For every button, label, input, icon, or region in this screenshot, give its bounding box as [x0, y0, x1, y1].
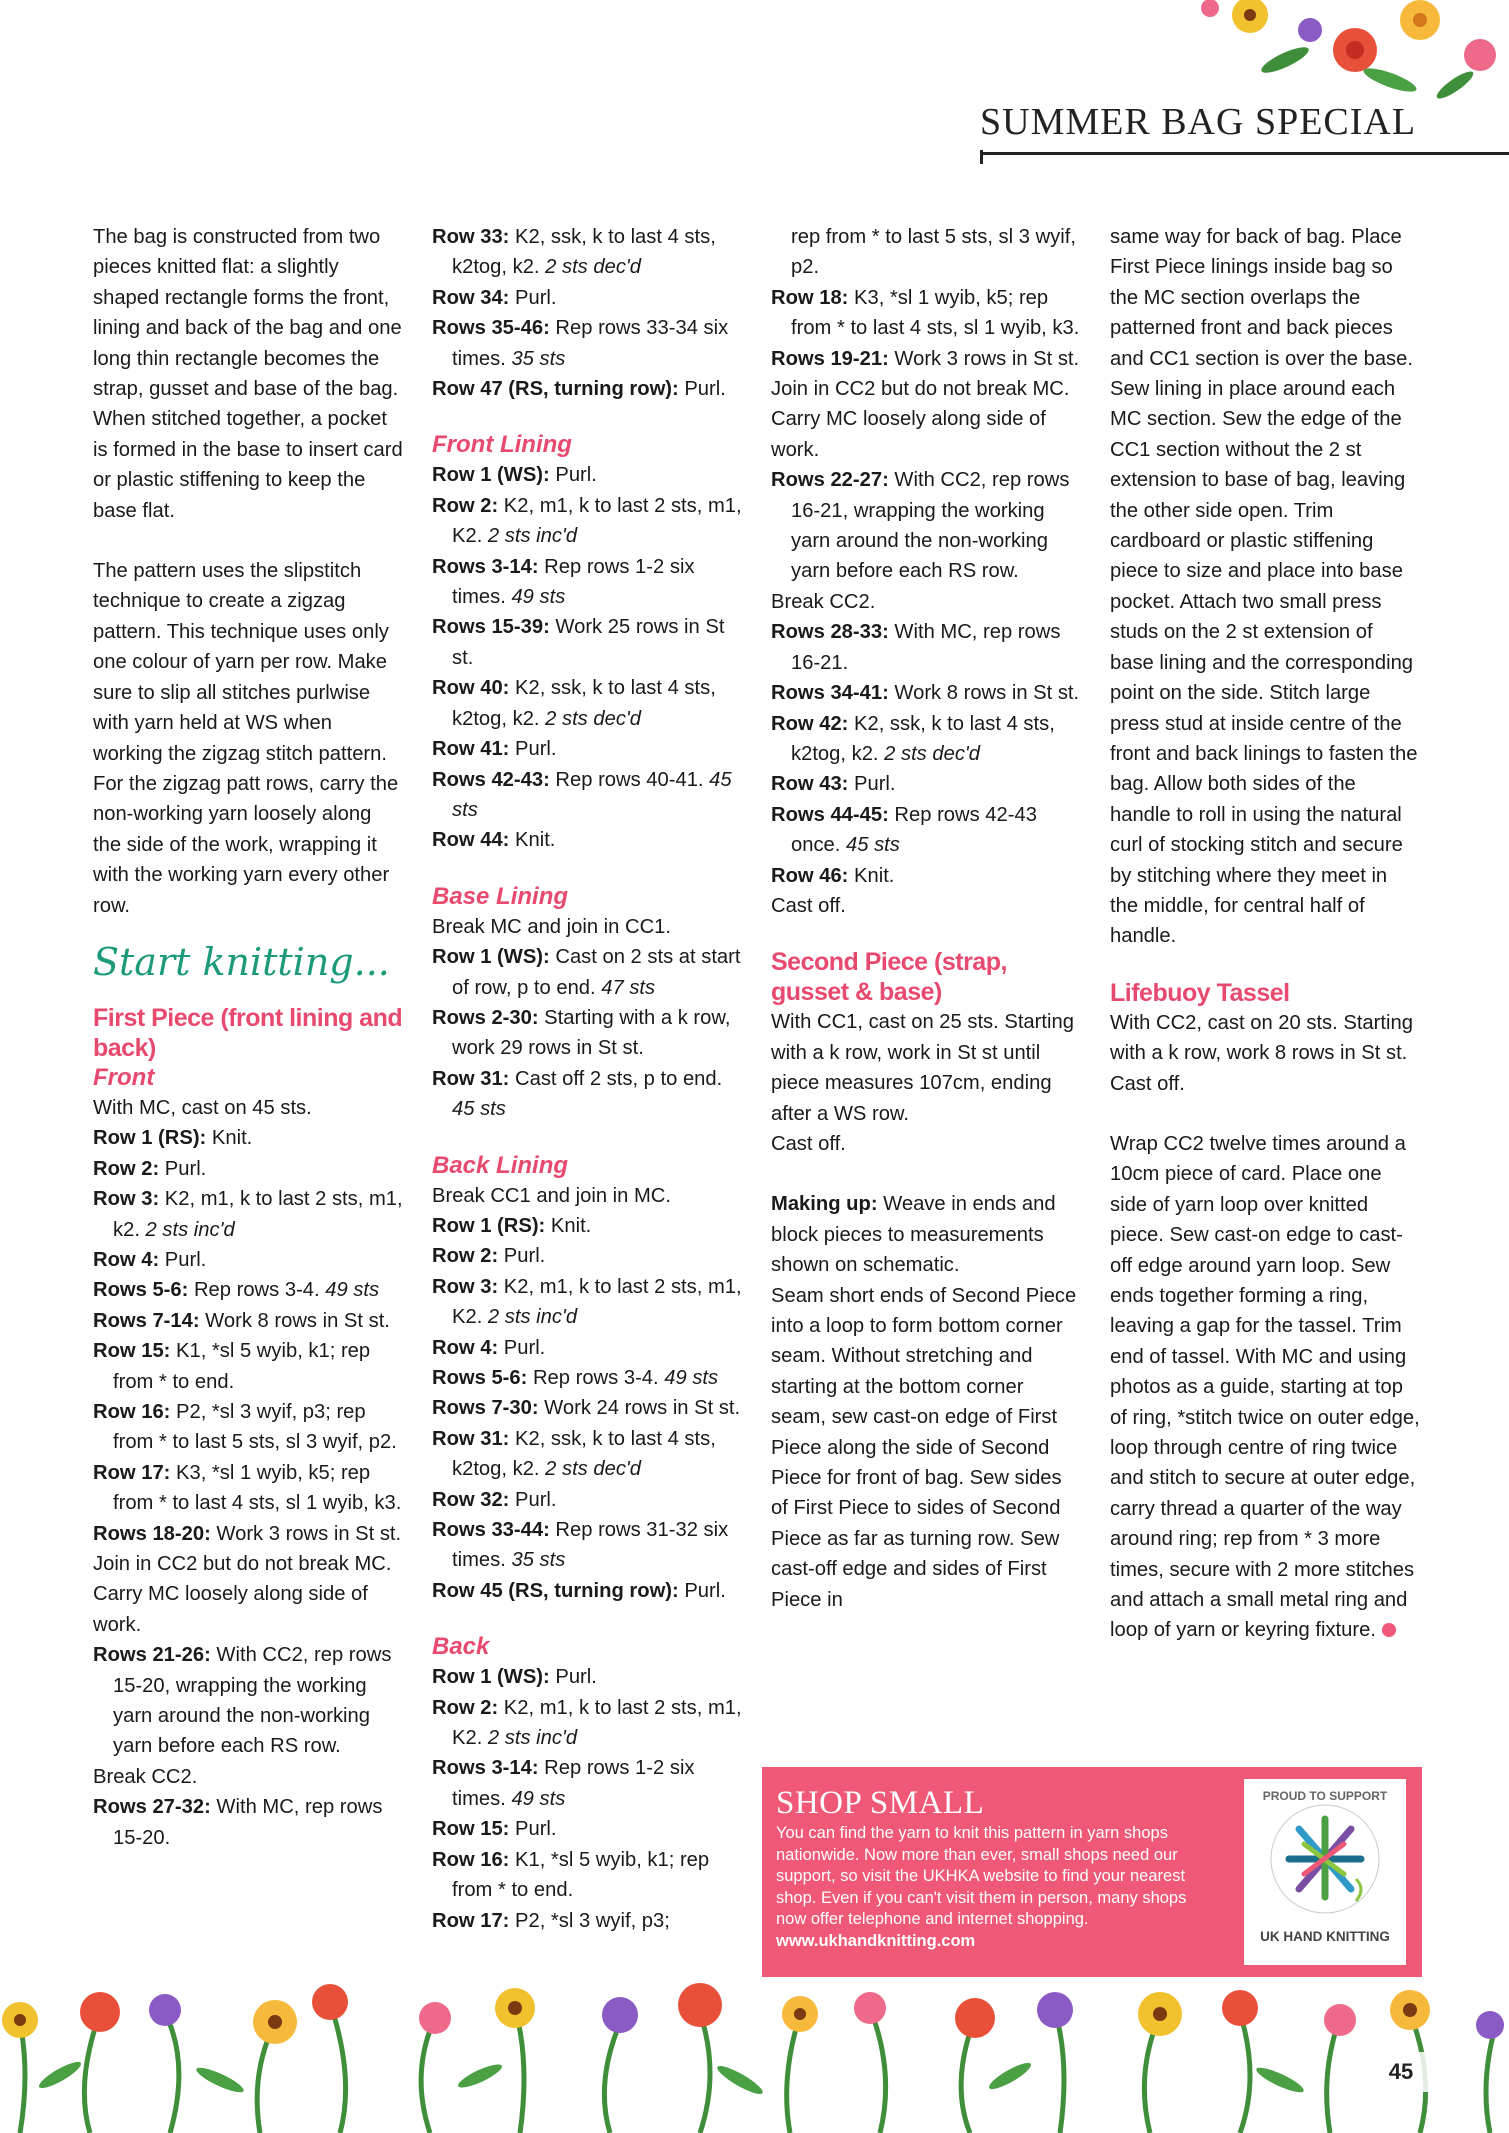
shop-small-link[interactable]: www.ukhandknitting.com — [776, 1931, 976, 1950]
row-label: Row 41: — [432, 738, 510, 761]
row-label: Row 16: — [432, 1848, 510, 1871]
pattern-row — [432, 734, 742, 764]
row-label: Row 3: — [93, 1188, 160, 1211]
row-instruction: Purl. — [509, 1818, 557, 1841]
pattern-row — [771, 678, 1081, 708]
stitch-count: 49 sts — [511, 586, 566, 609]
flower-icon — [1201, 0, 1496, 100]
row-label: Row 45 (RS, turning row): — [432, 1579, 679, 1602]
row-label: Row 47 (RS, turning row): — [432, 378, 679, 401]
join-cc2-instruction-back: Join in CC2 but do not break MC. Carry MC loosely along side of work. — [771, 378, 1070, 461]
uk-hand-knitting-badge — [1244, 1779, 1406, 1965]
pattern-row — [432, 1424, 742, 1485]
row-label: Row 40: — [432, 677, 510, 700]
row-instruction: Work 25 rows in St st. — [452, 616, 725, 669]
stitch-count: 35 sts — [511, 347, 566, 370]
row-label: Row 2: — [432, 494, 499, 517]
pattern-row — [771, 617, 1081, 678]
row-instruction: K2, m1, k to last 2 sts, m1, k2. — [113, 1188, 403, 1241]
break-cc2-instruction: Break CC2. — [93, 1765, 198, 1788]
row-instruction: Purl. — [509, 738, 557, 761]
cast-off-tassel: Cast off. — [1110, 1072, 1185, 1095]
pattern-row — [771, 709, 1081, 770]
second-piece-heading: Second Piece (strap, gusset & base) — [771, 948, 1007, 1007]
row-label: Row 31: — [432, 1427, 510, 1450]
front-rows-list-2 — [93, 1640, 403, 1762]
stitch-count: 2 sts dec'd — [545, 707, 642, 730]
base-lining-intro: Break MC and join in CC1. — [432, 915, 671, 938]
pattern-row — [432, 825, 742, 855]
row-instruction: K3, *sl 1 wyib, k5; rep from * to last 4 sts, sl 1 wyib, k3. — [791, 286, 1080, 340]
break-cc2-instruction-back: Break CC2. — [771, 590, 876, 613]
pattern-row — [93, 1458, 403, 1519]
row-label: Row 18: — [771, 286, 849, 309]
row-label: Rows 33-44: — [432, 1519, 550, 1542]
row-instruction: Rep rows 3-4. — [527, 1367, 665, 1389]
row-label: Row 1 (WS): — [432, 464, 550, 487]
row-instruction: P2, *sl 3 wyif, p3; — [509, 1909, 670, 1932]
row-label: Row 32: — [432, 1488, 510, 1511]
row-label: Rows 22-27: — [771, 469, 889, 492]
row-label: Row 1 (RS): — [432, 1214, 546, 1237]
pattern-row — [432, 1485, 742, 1515]
intro-paragraph-1: The bag is constructed from two pieces knitted flat: a slightly shaped rectangle forms the front, lining and back of the bag and one long thin rectangle becomes the strap, gusset and base of the bag. When stitched together, a pocket is formed in the base to insert card or plastic stiffening to keep the base flat. — [93, 226, 403, 522]
page-section-title: SUMMER BAG SPECIAL — [980, 101, 1417, 143]
pattern-row — [93, 1306, 403, 1336]
making-up-label: Making up: — [771, 1193, 878, 1216]
header-rule-tick — [980, 150, 983, 164]
pattern-row — [432, 552, 742, 613]
row-instruction: Purl. — [678, 378, 726, 401]
row-label: Rows 3-14: — [432, 1757, 539, 1780]
intro-paragraph-2: The pattern uses the slipstitch technique to create a zigzag pattern. This technique uses only one colour of yarn per row. Make sure to slip all stitches purlwise with yarn held at WS when working the zigzag stitch pattern. For the zigzag patt rows, carry the non-working yarn loosely along the side of the work, wrapping it with the working yarn every other row. — [93, 560, 399, 917]
stitch-count: 2 sts inc'd — [487, 1727, 578, 1750]
pattern-row — [432, 313, 742, 374]
row-instruction: Rep rows 1-2 six times. — [452, 555, 695, 609]
row-instruction: Rep rows 1-2 six times. — [452, 1757, 695, 1810]
stitch-count: 49 sts — [325, 1279, 380, 1302]
pattern-row — [432, 1272, 742, 1333]
row-instruction: Work 3 rows in St st. — [888, 347, 1080, 370]
row-label: Row 1 (RS): — [93, 1127, 207, 1150]
row-instruction: Rep rows 3-4. — [188, 1279, 326, 1302]
stitch-count: 2 sts dec'd — [545, 1458, 642, 1481]
badge-bottom-text: UK HAND KNITTING — [1260, 1929, 1390, 1944]
pattern-row — [93, 1123, 403, 1153]
pattern-row — [432, 1814, 742, 1844]
tassel-heading: Lifebuoy Tassel — [1110, 978, 1290, 1007]
row-instruction: Rep rows 31-32 six times. — [452, 1519, 729, 1572]
pattern-row — [93, 1519, 403, 1549]
back-lining-rows — [432, 1211, 742, 1606]
making-up-text: Weave in ends and block pieces to measurements shown on schematic. — [771, 1193, 1056, 1277]
row-instruction: K2, m1, k to last 2 sts, m1, K2. — [452, 1696, 742, 1750]
shop-small-body: You can find the yarn to knit this pattern in yarn shops nationwide. Now more than ever, small shops need our support, so visit the UKHKA website to find your nearest shop. Even if you can't visit them in person, many shops now offer telephone and internet shopping. — [776, 1824, 1187, 1929]
stitch-count: 47 sts — [601, 976, 656, 999]
second-piece-text: With CC1, cast on 25 sts. Starting with a k row, work in St st until piece measures 107cm, ending after a WS row. — [771, 1011, 1074, 1125]
making-up-paragraph — [771, 1189, 1081, 1280]
shop-small-text — [776, 1823, 1216, 1953]
pattern-row — [432, 1576, 742, 1606]
stitch-count: 35 sts — [511, 1549, 566, 1572]
pattern-row — [432, 1363, 742, 1393]
row-instruction: Rep rows 33-34 six times. — [452, 317, 729, 370]
row-label: Row 17: — [432, 1909, 510, 1932]
row-instruction: With MC, rep rows 15-20. — [113, 1796, 383, 1849]
row-label: Rows 27-32: — [93, 1796, 211, 1819]
stitch-count: 2 sts dec'd — [545, 256, 642, 279]
row-instruction: Purl. — [678, 1579, 726, 1602]
first-piece-heading: First Piece (front lining and back) — [93, 1003, 403, 1062]
row-label: Row 17: — [93, 1461, 171, 1484]
yarn-ball-end-icon — [1382, 1623, 1396, 1637]
row-label: Rows 21-26: — [93, 1644, 211, 1667]
section-header — [980, 100, 1509, 155]
row-instruction: Purl. — [509, 1488, 557, 1511]
pattern-row — [432, 1241, 742, 1271]
pattern-row — [432, 1003, 742, 1064]
row-instruction: K2, m1, k to last 2 sts, m1, K2. — [452, 494, 742, 548]
row-instruction: K2, ssk, k to last 4 sts, k2tog, k2. — [452, 1427, 716, 1481]
row-instruction: Work 3 rows in St st. — [210, 1522, 402, 1545]
row-instruction: Knit. — [545, 1214, 592, 1237]
pattern-row — [432, 222, 742, 283]
stitch-count: 2 sts inc'd — [487, 1306, 578, 1329]
row-instruction: Purl. — [159, 1248, 207, 1271]
pattern-row — [432, 942, 742, 1003]
pattern-row — [771, 283, 1081, 344]
row-label: Row 42: — [771, 712, 849, 735]
row-instruction: K1, *sl 5 wyib, k1; rep from * to end. — [113, 1340, 371, 1393]
pattern-row — [93, 1275, 403, 1305]
column-4 — [1110, 222, 1420, 1646]
front-subheading: Front — [93, 1063, 155, 1091]
row-label: Rows 35-46: — [432, 317, 550, 340]
pattern-row — [432, 1515, 742, 1576]
row-label: Row 3: — [432, 1275, 499, 1298]
row-instruction: With MC, rep rows 16-21. — [791, 621, 1061, 674]
row-instruction: Cast off 2 sts, p to end. — [509, 1067, 723, 1090]
row-instruction: Rep rows 40-41. — [549, 768, 710, 791]
pattern-row — [771, 344, 1081, 374]
stitch-count: 2 sts dec'd — [884, 742, 981, 765]
flower-garden-icon — [0, 1983, 1509, 2133]
row-label: Row 15: — [93, 1340, 171, 1363]
stitch-count: 45 sts — [846, 834, 900, 857]
row-label: Rows 44-45: — [771, 803, 889, 826]
pattern-row — [771, 465, 1081, 587]
back-rows-final — [771, 617, 1081, 891]
stitch-count: 2 sts inc'd — [487, 525, 578, 548]
pattern-row — [93, 1184, 403, 1245]
row-label: Row 46: — [771, 864, 849, 887]
pattern-row — [771, 861, 1081, 891]
seam-instructions: Seam short ends of Second Piece into a loop to form bottom corner seam. Without stretching and starting at the bottom corner seam, sew cast-on edge of First Piece along the side of Second Piece for front of bag. Sew sides of First Piece to sides of Second Piece as far as turning row. Sew cast-off edge and sides of First Piece in — [771, 1284, 1077, 1611]
pattern-row — [93, 1640, 403, 1762]
row-instruction: Purl. — [549, 1666, 597, 1689]
cast-off-back: Cast off. — [771, 894, 846, 917]
row-label: Row 1 (WS): — [432, 946, 550, 969]
base-lining-rows — [432, 942, 742, 1124]
row-instruction: Purl. — [509, 286, 557, 309]
pattern-row — [93, 1336, 403, 1397]
tassel-wrap-text: Wrap CC2 twelve times around a 10cm piece of card. Place one side of yarn loop over knitted piece. Sew cast-on edge to cast-off edge around yarn loop. Sew ends together forming a ring, leaving a gap for the tassel. Trim end of tassel. With MC and using photos as a guide, starting at top of ring, *stitch twice on outer edge, loop through centre of ring twice and stitch to secure at outer edge, carry thread a quarter of the way around ring; rep from * 3 more times, secure with 2 more stitches and attach a small metal ring and loop of yarn or keyring fixture. — [1110, 1132, 1420, 1642]
column-3 — [771, 222, 1081, 1615]
pattern-row — [771, 769, 1081, 799]
row-instruction: Knit. — [509, 829, 556, 852]
stitch-count: 49 sts — [511, 1787, 566, 1810]
row-label: Row 15: — [432, 1818, 510, 1841]
row-label: Rows 5-6: — [432, 1367, 528, 1389]
row-label: Row 4: — [93, 1248, 160, 1271]
pattern-row — [432, 1845, 742, 1906]
row-label: Rows 34-41: — [771, 682, 889, 705]
pattern-row — [432, 1064, 742, 1125]
row-label: Row 34: — [432, 286, 510, 309]
row-label: Rows 42-43: — [432, 768, 550, 791]
pattern-row — [432, 374, 742, 404]
row-label: Rows 7-30: — [432, 1397, 539, 1420]
pattern-row — [432, 1693, 742, 1754]
base-lining-heading: Base Lining — [432, 882, 569, 910]
front-lining-rows — [432, 460, 742, 855]
page-number: 45 — [1372, 2052, 1430, 2092]
column-2 — [432, 222, 742, 1936]
pattern-row — [432, 1906, 742, 1936]
row-instruction: Work 8 rows in St st. — [888, 682, 1080, 705]
pattern-row — [432, 1211, 742, 1241]
row-instruction: Starting with a k row, work 29 rows in St st. — [452, 1006, 731, 1060]
stitch-count: 49 sts — [664, 1367, 719, 1389]
row-label: Row 44: — [432, 829, 510, 852]
row-label: Rows 5-6: — [93, 1279, 189, 1302]
front-rows-list-3 — [93, 1792, 403, 1853]
row-instruction: K2, ssk, k to last 4 sts, k2tog, k2. — [452, 226, 716, 279]
row-instruction: Knit. — [206, 1127, 253, 1150]
row-instruction: Purl. — [498, 1336, 546, 1359]
back-rows — [432, 1662, 742, 1936]
row-label: Rows 19-21: — [771, 347, 889, 370]
row-instruction: Knit. — [848, 864, 895, 887]
stitch-count: 2 sts inc'd — [145, 1218, 235, 1241]
pattern-row — [432, 1662, 742, 1692]
cast-off-second: Cast off. — [771, 1132, 846, 1155]
row-label: Rows 28-33: — [771, 621, 889, 644]
front-rows-list — [93, 1123, 403, 1549]
row-instruction: P2, *sl 3 wyif, p3; rep from * to last 5 sts, sl 3 wyif, p2. — [113, 1401, 397, 1454]
front-cast-on: With MC, cast on 45 sts. — [93, 1096, 312, 1119]
row-label: Rows 15-39: — [432, 616, 550, 639]
shop-small-box — [762, 1767, 1422, 1977]
row-label: Rows 2-30: — [432, 1006, 539, 1029]
row-instruction: Purl. — [159, 1157, 207, 1180]
stitch-count: 45 sts — [452, 1098, 506, 1121]
pattern-row — [93, 1397, 403, 1458]
row-instruction: Cast on 2 sts at start of row, p to end. — [452, 946, 741, 999]
row-instruction: K3, *sl 1 wyib, k5; rep from * to last 4 sts, sl 1 wyib, k3. — [113, 1461, 402, 1515]
floral-border-bottom — [0, 1980, 1509, 2133]
pattern-row — [93, 1245, 403, 1275]
pattern-row — [432, 1753, 742, 1814]
tassel-text: With CC2, cast on 20 sts. Starting with a k row, work 8 rows in St st. — [1110, 1011, 1413, 1065]
row-instruction: Rep rows 42-43 once. — [791, 803, 1037, 857]
pattern-row — [432, 491, 742, 552]
front-rows-continued — [432, 222, 742, 404]
row-instruction: K2, ssk, k to last 4 sts, k2tog, k2. — [791, 712, 1055, 765]
join-cc2-instruction: Join in CC2 but do not break MC. Carry MC loosely along side of work. — [93, 1553, 392, 1636]
row-instruction: Purl. — [498, 1245, 546, 1268]
row-label: Rows 7-14: — [93, 1309, 200, 1332]
row-label: Row 1 (WS): — [432, 1666, 550, 1689]
back-rows-cc2 — [771, 465, 1081, 587]
tassel-wrap-instructions — [1110, 1129, 1420, 1646]
row-label: Row 33: — [432, 226, 510, 248]
pattern-row — [432, 673, 742, 734]
making-up-continued: same way for back of bag. Place First Piece linings inside bag so the MC section overlaps the patterned front and back pieces and CC1 section is over the base. Sew lining in place around each MC section. Sew the edge of the CC1 section without the 2 st extension to base of bag, leaving the other side open. Trim cardboard or plastic stiffening piece to size and place into base pocket. Attach two small press studs on the 2 st extension of base lining and the corresponding point on the side. Stitch large press stud at inside centre of the front and back linings to fasten the bag. Allow both sides of the handle to roll in using the natural curl of stocking stitch and secure by stitching where they meet in the middle, for central half of handle. — [1110, 226, 1418, 948]
pattern-row — [771, 800, 1081, 861]
row-instruction: Purl. — [848, 773, 896, 796]
back-lining-intro: Break CC1 and join in MC. — [432, 1184, 671, 1207]
row-label: Rows 18-20: — [93, 1522, 211, 1545]
back-rows-continued — [771, 283, 1081, 374]
column-1 — [93, 222, 403, 1853]
row-instruction: K2, m1, k to last 2 sts, m1, K2. — [452, 1275, 742, 1329]
row-17-continued: rep from * to last 5 sts, sl 3 wyif, p2. — [791, 226, 1076, 279]
pattern-row — [432, 612, 742, 673]
row-instruction: K2, ssk, k to last 4 sts, k2tog, k2. — [452, 677, 716, 730]
start-knitting-heading: Start knitting... — [93, 939, 390, 984]
row-instruction: With CC2, rep rows 15-20, wrapping the working yarn around the non-working yarn before each RS row. — [113, 1644, 392, 1758]
pattern-row — [93, 1792, 403, 1853]
badge-top-text: PROUD TO SUPPORT — [1262, 1789, 1388, 1803]
row-instruction: With CC2, rep rows 16-21, wrapping the working yarn around the non-working yarn before each RS row. — [791, 469, 1070, 583]
pattern-row — [93, 1154, 403, 1184]
pattern-row — [432, 1333, 742, 1363]
floral-decoration-top — [1190, 0, 1509, 100]
row-label: Rows 3-14: — [432, 555, 539, 578]
row-label: Row 43: — [771, 773, 849, 796]
row-label: Row 16: — [93, 1401, 171, 1423]
pattern-row — [432, 460, 742, 490]
row-label: Row 31: — [432, 1067, 510, 1090]
shop-small-title: SHOP SMALL — [776, 1785, 985, 1821]
back-lining-heading: Back Lining — [432, 1151, 569, 1179]
row-instruction: Purl. — [549, 464, 597, 487]
row-instruction: K1, *sl 5 wyib, k1; rep from * to end. — [452, 1848, 710, 1902]
front-lining-heading: Front Lining — [432, 431, 572, 459]
pattern-row — [432, 283, 742, 313]
pattern-row — [432, 1393, 742, 1423]
row-label: Row 2: — [432, 1696, 499, 1719]
row-label: Row 2: — [93, 1157, 160, 1180]
back-heading: Back — [432, 1633, 490, 1661]
row-label: Row 2: — [432, 1245, 499, 1268]
pattern-row — [432, 765, 742, 826]
row-label: Row 4: — [432, 1336, 499, 1359]
row-instruction: Work 24 rows in St st. — [538, 1397, 741, 1420]
row-instruction: Work 8 rows in St st. — [199, 1309, 390, 1332]
stitch-count: 45 sts — [452, 768, 732, 821]
